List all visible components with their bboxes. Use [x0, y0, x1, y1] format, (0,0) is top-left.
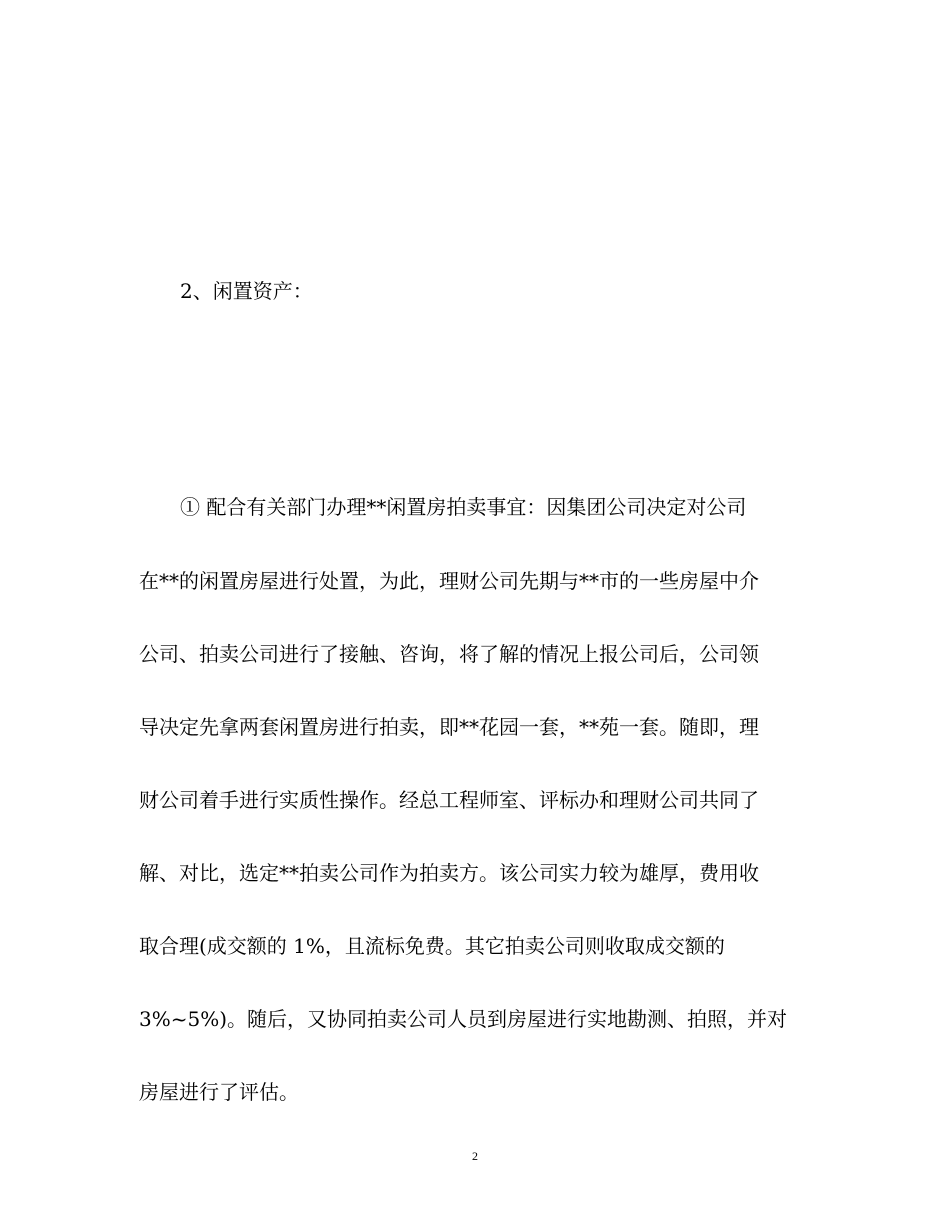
page-number: 2 [472, 1149, 478, 1163]
paragraph-line: 房屋进行了评估。 [139, 1080, 299, 1104]
section-heading: 2、闲置资产： [180, 279, 313, 303]
paragraph-line: 财公司着手进行实质性操作。经总工程师室、评标办和理财公司共同了 [139, 788, 759, 812]
paragraph-line: 导决定先拿两套闲置房进行拍卖，即**花园一套，**苑一套。随即，理 [139, 715, 759, 739]
paragraph-line: 在**的闲置房屋进行处置，为此，理财公司先期与**市的一些房屋中介 [139, 569, 759, 593]
paragraph-line: 解、对比，选定**拍卖公司作为拍卖方。该公司实力较为雄厚，费用收 [139, 861, 759, 885]
paragraph-line: 公司、拍卖公司进行了接触、咨询，将了解的情况上报公司后，公司领 [139, 642, 759, 666]
paragraph-line: 取合理(成交额的 1%，且流标免费。其它拍卖公司则收取成交额的 [139, 934, 725, 958]
paragraph-line: ① 配合有关部门办理**闲置房拍卖事宜：因集团公司决定对公司 [180, 495, 747, 519]
paragraph-line: 3%~5%)。随后，又协同拍卖公司人员到房屋进行实地勘测、拍照，并对 [139, 1007, 788, 1031]
